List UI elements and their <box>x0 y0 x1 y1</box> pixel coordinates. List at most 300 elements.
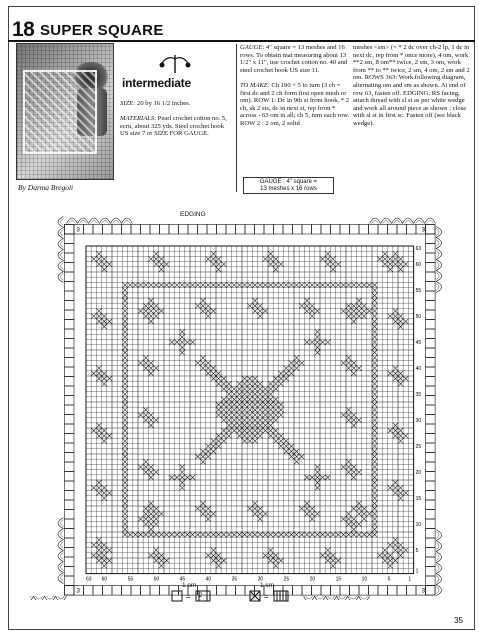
edging-square <box>255 225 265 235</box>
edging-square <box>426 234 436 244</box>
edging-square <box>426 415 436 425</box>
edging-square <box>426 386 436 396</box>
edging-square <box>131 225 141 235</box>
edging-square <box>378 225 388 235</box>
edging-square <box>65 263 75 273</box>
scallop-loop <box>436 565 439 572</box>
scallop-loop <box>58 518 64 529</box>
gauge-instructions-text <box>240 44 350 128</box>
edging-square <box>426 529 436 539</box>
scallop-loop <box>56 596 67 600</box>
row-label: 1 <box>415 568 419 575</box>
edging-square <box>103 225 113 235</box>
edging-square <box>426 282 436 292</box>
scallop-loop <box>317 596 324 599</box>
scallop-loop <box>436 273 439 280</box>
row-label: 35 <box>415 391 422 398</box>
corner-label: 3 <box>421 588 425 595</box>
edging-square <box>340 225 350 235</box>
row-label: 60 <box>415 261 422 268</box>
scallop-loop <box>436 229 439 236</box>
edging-square <box>426 576 436 586</box>
edging-square <box>426 225 436 235</box>
edging-square <box>426 339 436 349</box>
scallop-loop <box>78 218 89 224</box>
edging-square <box>388 225 398 235</box>
edging-square <box>65 481 75 491</box>
scallop-loop <box>89 218 100 224</box>
row-label: 15 <box>415 495 422 502</box>
doily-shape <box>23 70 97 154</box>
edging-square <box>426 586 436 596</box>
edging-square <box>65 310 75 320</box>
scallop-loop <box>124 221 131 224</box>
edging-square <box>65 519 75 529</box>
solid-mesh-symbol <box>248 589 308 603</box>
edging-square <box>236 586 246 596</box>
scallop-loop <box>61 241 64 248</box>
edging-square <box>426 481 436 491</box>
edging-square <box>407 586 417 596</box>
edging-square <box>65 358 75 368</box>
edging-square <box>150 586 160 596</box>
project-photo <box>16 43 114 180</box>
legend-open-mesh <box>170 582 230 605</box>
edging-square <box>426 244 436 254</box>
scallop-loop <box>436 574 442 585</box>
legend-sm-caption: 1 sm <box>260 582 275 589</box>
edging-square <box>65 557 75 567</box>
edging-square <box>226 225 236 235</box>
scallop-loop <box>113 221 120 224</box>
edging-square <box>112 225 122 235</box>
edging-square <box>350 586 360 596</box>
size-value: 20 by 16 1/2 inches. <box>137 100 191 107</box>
edging-square <box>65 453 75 463</box>
scallop-loop <box>61 553 64 560</box>
scallop-loop <box>58 596 65 599</box>
scallop-loop <box>436 238 442 249</box>
edging-scallop <box>436 530 442 596</box>
edging-square <box>283 225 293 235</box>
gauge-box-line1: GAUGE : 4" square = <box>259 179 318 185</box>
edging-square <box>236 225 246 235</box>
materials-value: : Pearl crochet cotton no. 5, ecru, about 325 yds. Steel crochet hook US size 7 or SIZE FOR GAUGE. <box>120 115 227 138</box>
scallop-loop <box>58 540 64 551</box>
edging-scallop <box>304 596 370 600</box>
edging-square <box>65 291 75 301</box>
edging-square <box>65 396 75 406</box>
edging-square <box>426 405 436 415</box>
edging-square <box>426 510 436 520</box>
gauge-label: GAUGE <box>240 44 263 51</box>
scallop-loop <box>61 274 64 281</box>
edging-scallop <box>30 596 67 600</box>
edging-square <box>65 529 75 539</box>
edging-square <box>65 225 75 235</box>
pattern-title: SUPER SQUARE <box>40 22 164 39</box>
scallop-loop <box>339 596 346 599</box>
scallop-loop <box>61 263 64 270</box>
scallop-loop <box>61 564 64 571</box>
edging-square <box>65 567 75 577</box>
scallop-loop <box>100 218 111 224</box>
edging-scallop <box>370 218 436 224</box>
column-label: 15 <box>335 576 342 583</box>
scallop-loop <box>436 563 442 574</box>
edging-square <box>350 225 360 235</box>
scallop-loop <box>58 551 64 562</box>
edging-square <box>388 586 398 596</box>
scallop-loop <box>436 282 442 293</box>
filet-chart <box>30 200 450 600</box>
edging-scallop <box>58 518 64 584</box>
scallop-loop <box>416 221 423 224</box>
edging-square <box>359 586 369 596</box>
scallop-loop <box>436 576 439 583</box>
edging-square <box>426 519 436 529</box>
row-label: 20 <box>415 469 422 476</box>
edging-square <box>65 424 75 434</box>
edging-square <box>122 225 132 235</box>
edging-square <box>65 320 75 330</box>
edging-square <box>65 244 75 254</box>
scallop-loop <box>425 218 436 224</box>
legend-solid-mesh <box>248 582 308 605</box>
edging-square <box>426 291 436 301</box>
edging-square <box>65 548 75 558</box>
scallop-loop <box>381 218 392 224</box>
edging-square <box>65 348 75 358</box>
column-label: 63 <box>86 576 92 583</box>
edging-square <box>426 301 436 311</box>
edging-square <box>93 225 103 235</box>
edging-square <box>65 586 75 596</box>
row-label: 50 <box>415 313 422 320</box>
edging-square <box>426 472 436 482</box>
scallop-loop <box>111 218 122 224</box>
scallop-loop <box>436 543 439 550</box>
edging-square <box>426 538 436 548</box>
scallop-loop <box>61 542 64 549</box>
edging-square <box>426 453 436 463</box>
edging-square <box>65 434 75 444</box>
edging-square <box>84 225 94 235</box>
edging-square <box>103 586 113 596</box>
scallop-loop <box>122 218 133 224</box>
edging-square <box>188 225 198 235</box>
gauge-box-line2: 13 meshes x 16 rows <box>260 186 317 192</box>
edging-square <box>65 301 75 311</box>
scallop-loop <box>403 218 414 224</box>
scallop-loop <box>436 541 442 552</box>
scallop-loop <box>383 221 390 224</box>
scallop-loop <box>436 240 439 247</box>
scallop-loop <box>361 596 368 599</box>
column-divider <box>236 44 237 192</box>
scallop-loop <box>337 596 348 600</box>
edging-square <box>274 225 284 235</box>
row-label: 45 <box>415 339 422 346</box>
gauge-box <box>243 177 334 194</box>
edging-square <box>426 557 436 567</box>
scallop-loop <box>69 221 76 224</box>
scallop-loop <box>436 262 439 269</box>
scallop-loop <box>61 219 64 226</box>
scallop-loop <box>61 520 64 527</box>
scallop-loop <box>436 227 442 238</box>
edging-square <box>65 491 75 501</box>
gauge-value: : 4" square = 13 meshes and 16 rows. To obtain mat measuring about 13 1/2" x 11", use crochet cotton no. 40 and steel crochet hook US size 11. <box>240 44 348 74</box>
column-label: 45 <box>179 576 186 583</box>
pattern-number: 18 <box>12 18 35 41</box>
edging-square <box>426 443 436 453</box>
edging-square <box>65 234 75 244</box>
scallop-loop <box>350 596 357 599</box>
edging-square <box>321 586 331 596</box>
edging-square <box>426 424 436 434</box>
row-label: 5 <box>415 547 419 554</box>
edging-square <box>321 225 331 235</box>
scallop-loop <box>436 532 439 539</box>
edging-square <box>112 586 122 596</box>
edging-square <box>65 225 75 235</box>
edging-scallop <box>436 227 442 293</box>
scallop-loop <box>436 251 439 258</box>
scallop-loop <box>61 230 64 237</box>
scallop-loop <box>436 284 439 291</box>
scallop-loop <box>58 250 64 261</box>
row-label: 63 <box>415 246 422 253</box>
scallop-loop <box>58 562 64 573</box>
scallop-loop <box>394 221 401 224</box>
scallop-loop <box>436 585 442 596</box>
scallop-loop <box>370 218 381 224</box>
edging-square <box>217 225 227 235</box>
materials-label: MATERIALS <box>120 115 155 123</box>
edging-square <box>65 538 75 548</box>
edging-square <box>312 225 322 235</box>
edging-square <box>426 377 436 387</box>
edging-square <box>65 329 75 339</box>
edging-square <box>65 339 75 349</box>
edging-square <box>65 405 75 415</box>
scallop-loop <box>392 218 403 224</box>
edging-square <box>150 225 160 235</box>
edging-square <box>397 225 407 235</box>
edging-square <box>407 225 417 235</box>
scallop-loop <box>47 596 54 599</box>
scallop-loop <box>80 221 87 224</box>
edging-square <box>426 320 436 330</box>
scallop-loop <box>348 596 359 600</box>
column-label: 55 <box>127 576 134 583</box>
scallop-loop <box>436 587 439 594</box>
scallop-loop <box>436 249 442 260</box>
corner-label: 3 <box>76 227 80 234</box>
legend-om-symbol: 2 <box>199 593 203 599</box>
edging-square <box>359 225 369 235</box>
edging-square <box>65 386 75 396</box>
column-label: 1 <box>408 576 412 583</box>
photo-credit: By Darma Bregoli <box>18 183 74 192</box>
scallop-loop <box>67 218 78 224</box>
edging-square <box>141 586 151 596</box>
column-label: 30 <box>257 576 264 583</box>
svg-text:=: = <box>186 592 191 601</box>
page-number: 35 <box>454 616 463 625</box>
edging-square <box>245 225 255 235</box>
edging-square <box>65 253 75 263</box>
scallop-loop <box>436 554 439 561</box>
column-label: 60 <box>101 576 108 583</box>
edging-square <box>169 225 179 235</box>
legend-om-caption: 1 om <box>182 582 197 589</box>
edging-square <box>426 434 436 444</box>
scallop-loop <box>436 530 442 541</box>
scallop-loop <box>61 531 64 538</box>
scallop-loop <box>436 271 442 282</box>
edging-square <box>160 586 170 596</box>
edging-square <box>426 367 436 377</box>
scallop-loop <box>326 596 337 600</box>
edging-square <box>426 396 436 406</box>
edging-square <box>264 225 274 235</box>
scallop-loop <box>30 596 34 600</box>
edging-square <box>207 225 217 235</box>
edging-square <box>426 586 436 596</box>
edging-scallop <box>67 218 133 224</box>
edging-square <box>369 586 379 596</box>
edging-square <box>340 586 350 596</box>
scallop-loop <box>58 573 64 584</box>
edging-square <box>331 225 341 235</box>
scallop-loop <box>58 228 64 239</box>
skill-level-icon <box>158 53 192 75</box>
edging-square <box>426 329 436 339</box>
scallop-loop <box>328 596 335 599</box>
scallop-loop <box>58 239 64 250</box>
edging-square <box>65 472 75 482</box>
edging-square <box>198 225 208 235</box>
edging-label: EDGING <box>180 211 206 218</box>
column-label: 20 <box>309 576 316 583</box>
edging-square <box>65 272 75 282</box>
column-label: 5 <box>387 576 391 583</box>
scallop-loop <box>61 575 64 582</box>
scallop-loop <box>315 596 326 600</box>
edging-square <box>65 462 75 472</box>
edging-square <box>426 272 436 282</box>
edging-square <box>426 491 436 501</box>
scallop-loop <box>58 529 64 540</box>
scallop-loop <box>436 260 442 271</box>
edging-square <box>122 586 132 596</box>
to-make-value: : Ch 190 + 5 to turn (3 ch = first dc and 2 ch form first open mesh or om). ROW 1: Dc in 9th st from hook, * 2 ch, sk 2 sts, dc in next st, rep from * across - 63 om in all; ch 5, turn each row. ROW 2 : 2 om, 2 solid <box>240 81 350 127</box>
scallop-loop <box>427 221 434 224</box>
edging-square <box>426 358 436 368</box>
size-label: SIZE: <box>120 100 136 107</box>
edging-square <box>65 415 75 425</box>
row-label: 25 <box>415 443 422 450</box>
scallop-loop <box>372 221 379 224</box>
scallop-loop <box>30 596 32 599</box>
edging-square <box>426 263 436 273</box>
scallop-loop <box>359 596 370 600</box>
row-label: 40 <box>415 365 422 372</box>
scallop-loop <box>61 252 64 259</box>
skill-level-badge: intermediate <box>122 76 191 90</box>
scallop-loop <box>58 272 64 283</box>
scallop-loop <box>34 596 45 600</box>
scallop-loop <box>414 218 425 224</box>
scallop-loop <box>58 261 64 272</box>
column-label: 50 <box>153 576 160 583</box>
edging-square <box>302 225 312 235</box>
header-rule <box>8 40 475 42</box>
row-label: 10 <box>415 521 422 528</box>
scallop-loop <box>405 221 412 224</box>
scallop-loop <box>436 552 442 563</box>
edging-square <box>312 586 322 596</box>
edging-square <box>141 225 151 235</box>
scallop-loop <box>45 596 56 600</box>
column-label: 35 <box>231 576 238 583</box>
corner-label: 3 <box>421 227 425 234</box>
edging-square <box>160 225 170 235</box>
edging-square <box>378 586 388 596</box>
column-label: 40 <box>205 576 212 583</box>
edging-square <box>65 500 75 510</box>
scallop-loop <box>36 596 43 599</box>
edging-square <box>397 586 407 596</box>
scallop-loop <box>91 221 98 224</box>
edging-square <box>426 567 436 577</box>
edging-square <box>84 586 94 596</box>
row-label: 30 <box>415 417 422 424</box>
row-label: 55 <box>415 287 422 294</box>
edging-square <box>65 367 75 377</box>
corner-label: 3 <box>76 588 80 595</box>
edging-square <box>426 310 436 320</box>
edging-square <box>65 576 75 586</box>
edging-square <box>426 253 436 263</box>
edging-square <box>93 586 103 596</box>
edging-square <box>426 462 436 472</box>
instructions-continued-text: meshes <sm> (= * 2 dc over ch-2 lp, 1 dc in next dc, rep from * once more), 4 om, work **2 sm, 8 om** twice, 2 sm, 3 om, work from ** to ** twice, 2 sm, 4 om, 2 sm and 2 om. ROWS 363: Work following diagram, alternating om and sm as shown. At end of row 63, fasten off. EDGING: RS facing, attach thread with sl st as per white wedge and work all around piece as shown ; close with sl st in first sc. Fasten off (see black wedge). <box>353 44 470 127</box>
edging-square <box>65 443 75 453</box>
edging-square <box>65 586 75 596</box>
to-make-label: TO MAKE <box>240 81 268 89</box>
edging-square <box>426 500 436 510</box>
edging-square <box>131 586 141 596</box>
edging-square <box>293 225 303 235</box>
column-label: 10 <box>361 576 368 583</box>
edging-scallop <box>58 217 64 283</box>
edging-square <box>179 225 189 235</box>
svg-text:=: = <box>264 592 269 601</box>
scallop-loop <box>102 221 109 224</box>
edging-square <box>65 510 75 520</box>
size-materials-text <box>120 100 232 138</box>
edging-square <box>426 548 436 558</box>
column-label: 25 <box>283 576 290 583</box>
edging-square <box>369 225 379 235</box>
scallop-loop <box>58 217 64 228</box>
edging-square <box>65 282 75 292</box>
edging-square <box>426 225 436 235</box>
edging-square <box>65 377 75 387</box>
